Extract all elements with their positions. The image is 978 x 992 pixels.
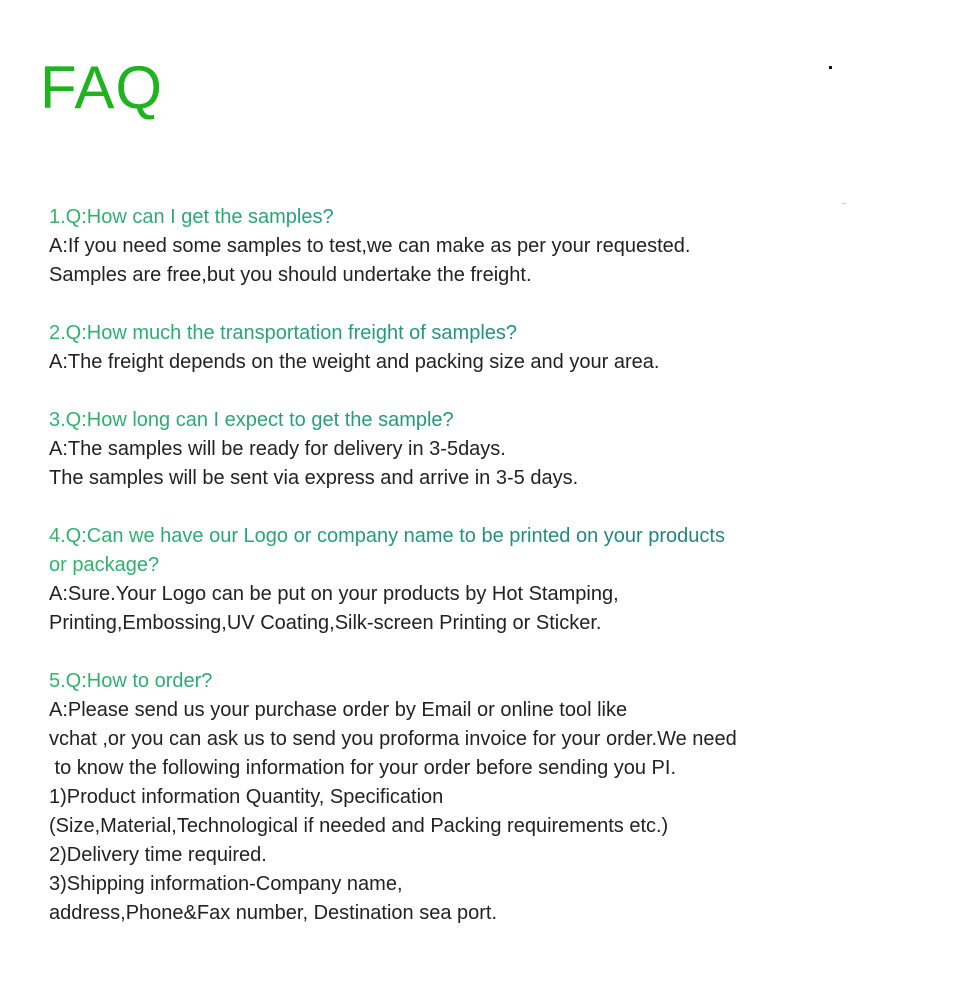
faq-item-2 xyxy=(49,319,929,377)
faq-question: 1.Q:How can I get the samples? xyxy=(49,203,929,232)
faq-item-4 xyxy=(49,522,929,638)
faq-answer-line: A:If you need some samples to test,we can make as per your requested. xyxy=(49,235,691,257)
stray-dot xyxy=(829,66,832,69)
faq-question: 4.Q:Can we have our Logo or company name to be printed on your products xyxy=(49,522,929,551)
faq-answer-line: address,Phone&Fax number, Destination sea port. xyxy=(49,902,498,924)
faq-question-cont: or package? xyxy=(49,551,929,580)
faq-answer-line: A:The freight depends on the weight and packing size and your area. xyxy=(49,351,660,373)
faq-answer-line: 2)Delivery time required. xyxy=(49,844,267,866)
faq-question: 5.Q:How to order? xyxy=(49,667,929,696)
faq-answer-line: 1)Product information Quantity, Specification xyxy=(49,786,444,808)
faq-question: 2.Q:How much the transportation freight of samples? xyxy=(49,319,929,348)
page-title: FAQ xyxy=(40,54,164,121)
faq-answer-line: 3)Shipping information-Company name, xyxy=(49,873,403,895)
faq-item-5 xyxy=(49,667,929,928)
faq-list xyxy=(49,203,929,957)
faq-answer-line: A:Sure.Your Logo can be put on your products by Hot Stamping, xyxy=(49,583,619,605)
faq-answer-line: Samples are free,but you should undertake the freight. xyxy=(49,264,532,286)
faq-question: 3.Q:How long can I expect to get the sample? xyxy=(49,406,929,435)
faq-answer-line: A:The samples will be ready for delivery in 3-5days. xyxy=(49,438,506,460)
faq-answer-line: (Size,Material,Technological if needed and Packing requirements etc.) xyxy=(49,815,669,837)
faq-item-1 xyxy=(49,203,929,290)
faq-answer-line: The samples will be sent via express and arrive in 3-5 days. xyxy=(49,467,579,489)
faq-answer-line: vchat ,or you can ask us to send you proforma invoice for your order.We need xyxy=(49,728,737,750)
faq-answer-line: Printing,Embossing,UV Coating,Silk-screen Printing or Sticker. xyxy=(49,612,602,634)
faq-answer-line: to know the following information for your order before sending you PI. xyxy=(49,757,677,779)
faq-answer-line: A:Please send us your purchase order by Email or online tool like xyxy=(49,699,628,721)
faq-item-3 xyxy=(49,406,929,493)
